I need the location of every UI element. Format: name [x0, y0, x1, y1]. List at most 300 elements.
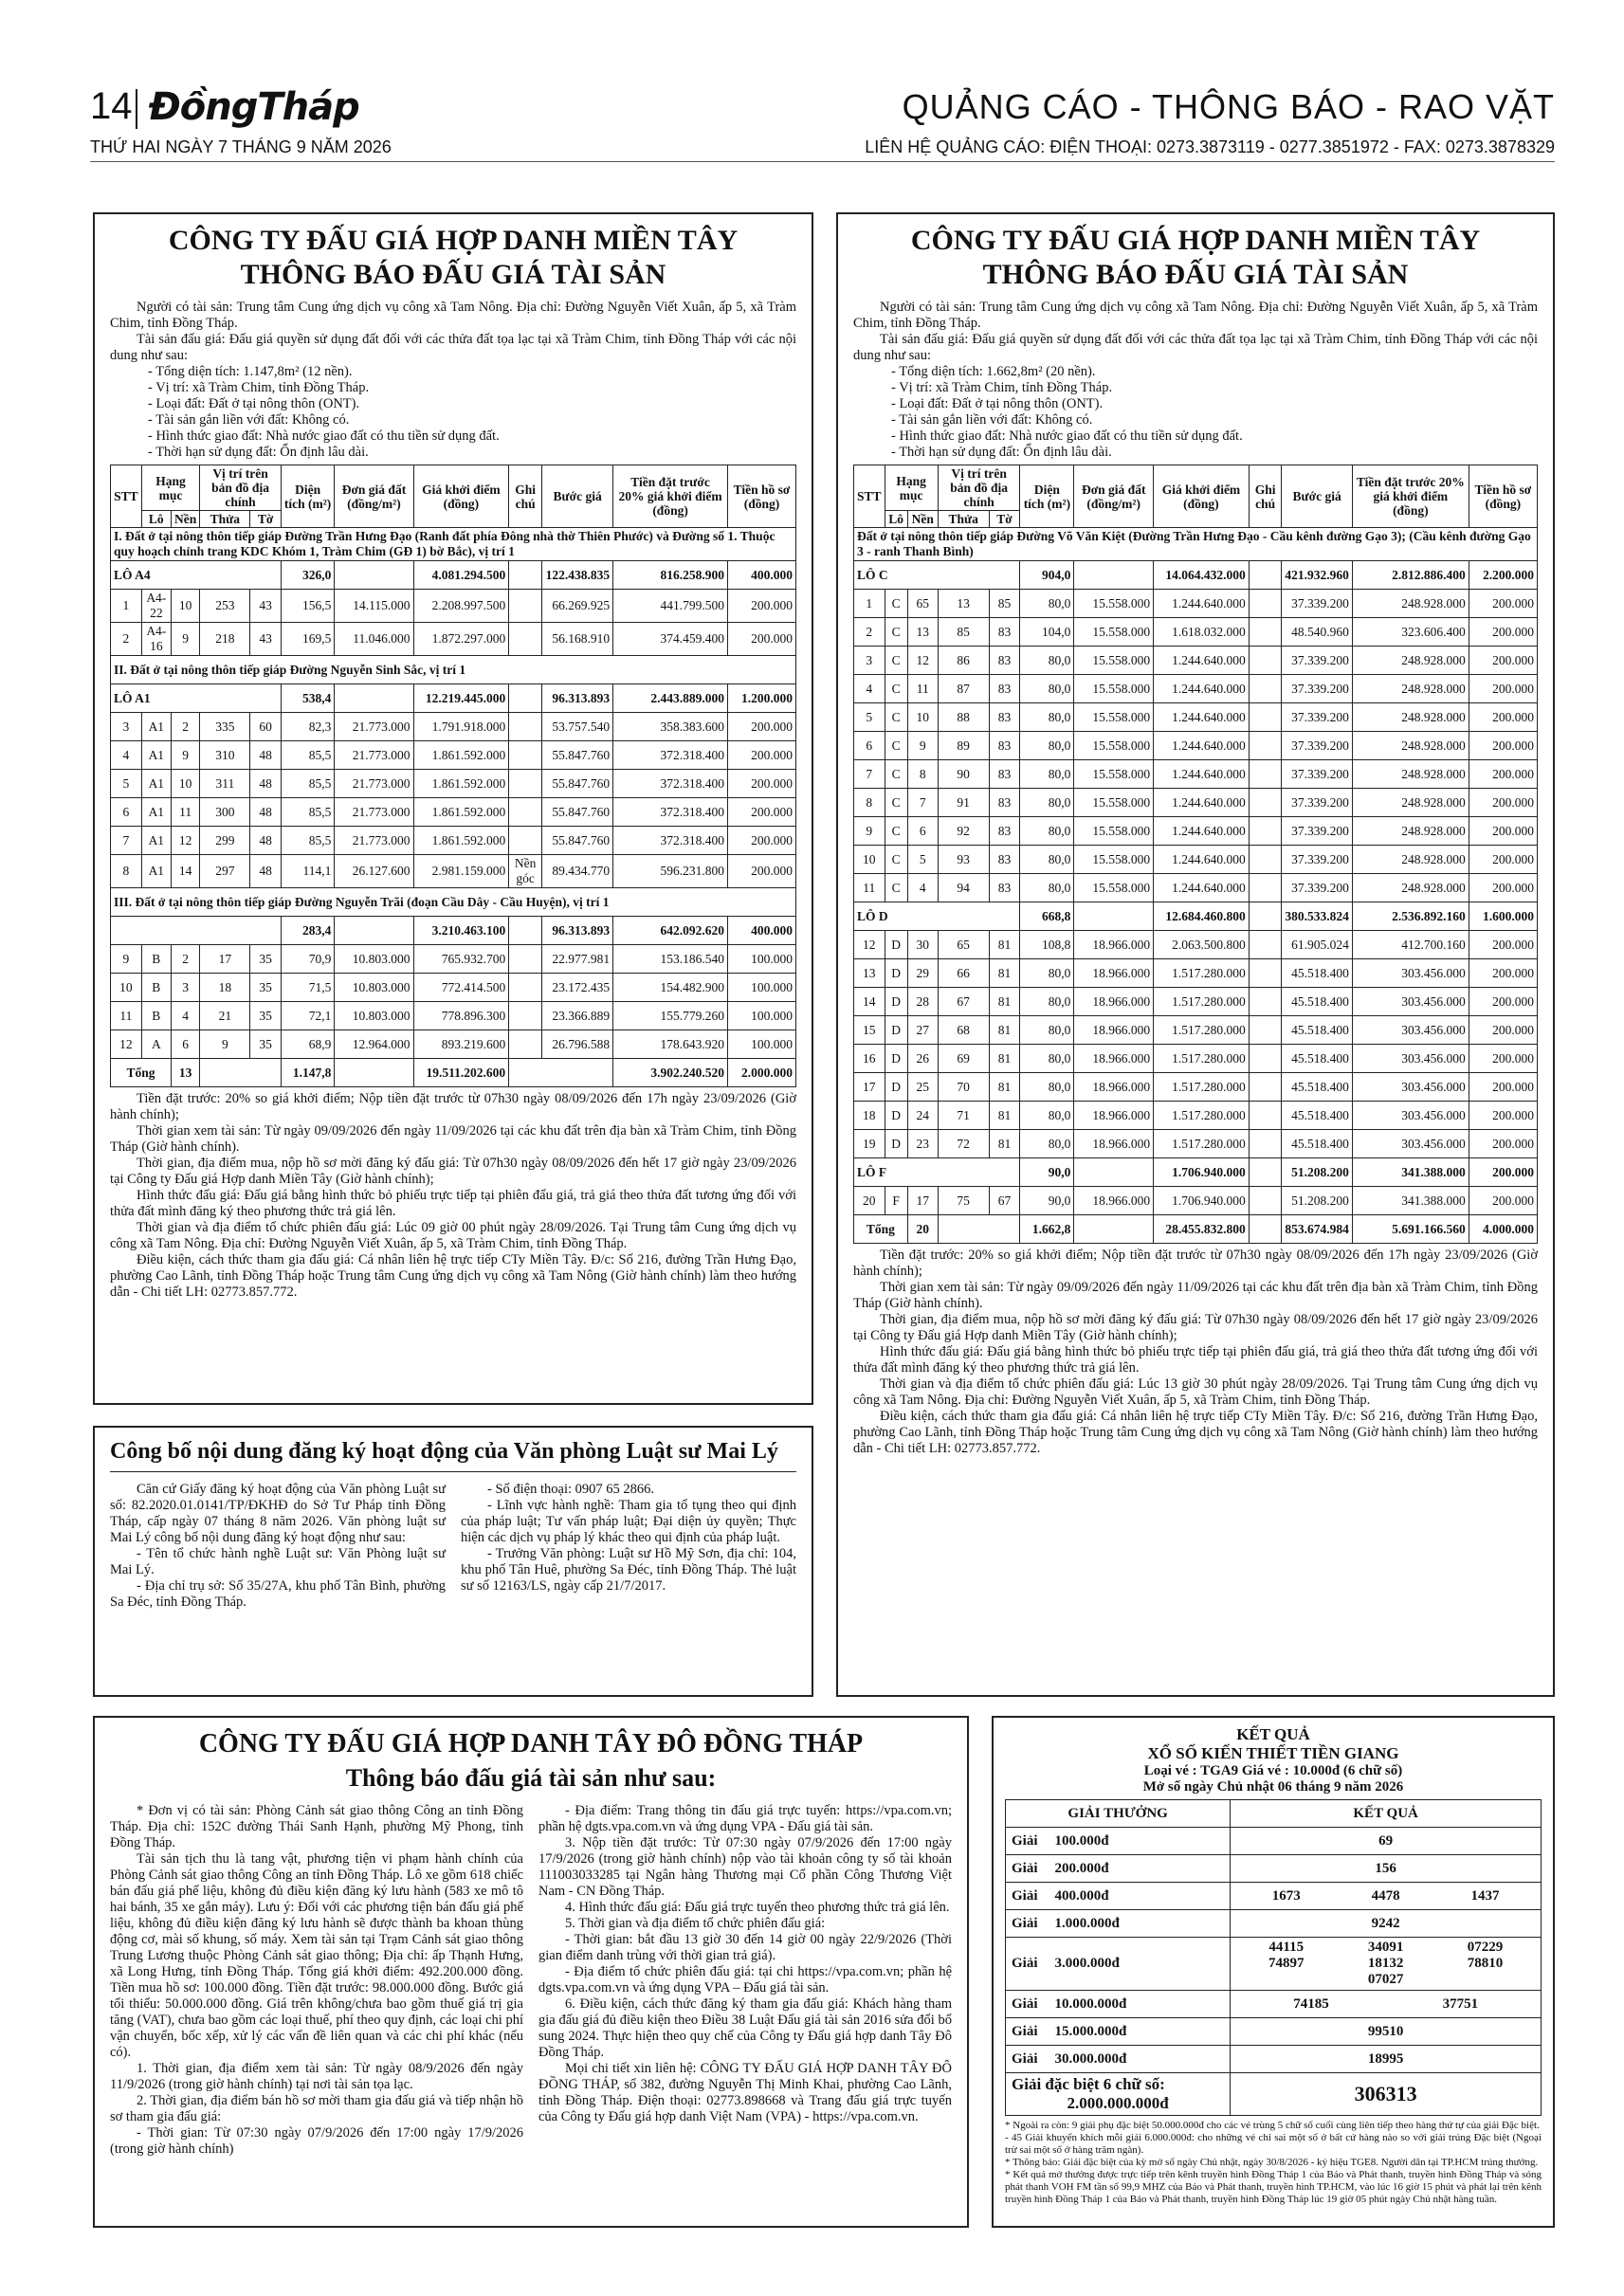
table-cell: 2.812.886.400 [1352, 561, 1469, 590]
page-number: 14 [90, 85, 133, 127]
table-cell: 1.872.297.000 [413, 623, 509, 656]
law-office-paragraph: - Trưởng Văn phòng: Luật sư Hồ Mỹ Sơn, địa chỉ: 104, khu phố Tân Huê, phường Sa Đéc, tỉnh Đồng Tháp. Thẻ luật sư số 12163/LS, ngày cấp 21/7/2017. [461, 1546, 796, 1594]
table-cell: 23 [907, 1130, 938, 1158]
ad-contact-line: LIÊN HỆ QUẢNG CÁO: ĐIỆN THOẠI: 0273.3873119 - 0277.3851972 - FAX: 0273.3878329 [865, 137, 1555, 156]
table-cell: 248.928.000 [1352, 789, 1469, 817]
table-row [854, 675, 1538, 703]
table-cell: 200.000 [728, 855, 796, 888]
table-cell: 297 [200, 855, 250, 888]
table-cell: 200.000 [728, 827, 796, 855]
table-cell: A1 [141, 741, 171, 770]
prize-label [1006, 1883, 1231, 1910]
table-cell: 893.219.600 [413, 1030, 509, 1059]
table-cell [1249, 789, 1282, 817]
table-cell: 80,0 [1020, 590, 1074, 618]
ad3-paragraph: - Thời gian: Từ 07:30 ngày 07/9/2026 đến 17:00 ngày 17/9/2026 (trong giờ hành chính) [110, 2125, 523, 2157]
ad1-terms [110, 1091, 796, 1301]
total-row [111, 1059, 796, 1087]
table-cell: 200.000 [1469, 959, 1537, 988]
table-cell: 108,8 [1020, 931, 1074, 959]
table-cell: 70 [938, 1073, 989, 1102]
lottery-head-prize: GIẢI THƯỞNG [1006, 1800, 1231, 1828]
table-cell: 18.966.000 [1074, 1130, 1154, 1158]
table-cell: 200.000 [1469, 1130, 1537, 1158]
table-cell: 37.339.200 [1282, 789, 1353, 817]
table-cell: 43 [250, 623, 281, 656]
table-cell: 200.000 [1469, 817, 1537, 846]
table-cell: 14.115.000 [335, 590, 413, 623]
table-row [111, 827, 796, 855]
table-cell: 83 [989, 618, 1020, 647]
table-cell: 1.517.280.000 [1154, 1073, 1250, 1102]
law-office-title: Công bố nội dung đăng ký hoạt động của Văn phòng Luật sư Mai Lý [110, 1437, 796, 1472]
prize-numbers [1236, 2024, 1535, 2040]
ad1-asset: Tài sản đấu giá: Đấu giá quyền sử dụng đất đối với các thửa đất tọa lạc tại xã Tràm Chim, tỉnh Đồng Tháp với các nội dung như sau: [110, 332, 796, 363]
masthead-rule [90, 161, 1555, 162]
table-cell [509, 741, 542, 770]
table-cell [1249, 1102, 1282, 1130]
table-cell [509, 590, 542, 623]
table-cell: 90,0 [1020, 1187, 1074, 1215]
table-cell: 358.383.600 [613, 713, 728, 741]
table-cell: 67 [989, 1187, 1020, 1215]
table-cell: 15.558.000 [1074, 874, 1154, 902]
table-cell: 43 [250, 590, 281, 623]
lottery-note: * Thông báo: Giải đặc biệt của kỳ mở số ngày Chủ nhật, ngày 30/8/2026 - ký hiệu TGE8. Người dân tại TP.HCM trúng thưởng. [1005, 2157, 1539, 2168]
table-row [111, 1030, 796, 1059]
law-office-notice [93, 1426, 813, 1697]
table-cell: 81 [989, 1016, 1020, 1045]
table-cell: 81 [989, 931, 1020, 959]
col-to: Tờ [989, 511, 1020, 528]
table-row [854, 846, 1538, 874]
table-cell: 441.799.500 [613, 590, 728, 623]
table-cell: 283,4 [281, 917, 335, 945]
table-cell: 27 [907, 1016, 938, 1045]
table-cell [938, 1215, 1020, 1244]
table-cell: 12 [907, 647, 938, 675]
table-cell: 1.244.640.000 [1154, 732, 1250, 760]
table-cell: 17 [200, 945, 250, 974]
table-cell: 85,5 [281, 770, 335, 798]
col-stt: STT [111, 465, 142, 528]
table-row [111, 974, 796, 1002]
table-cell: 55.847.760 [542, 827, 613, 855]
table-cell: 1.244.640.000 [1154, 789, 1250, 817]
table-cell: C [885, 817, 907, 846]
winning-number: 1673 [1271, 1887, 1301, 1904]
table-cell: 200.000 [1469, 874, 1537, 902]
ad3-paragraph: * Đơn vị có tài sản: Phòng Cảnh sát giao thông Công an tỉnh Đồng Tháp. Địa chỉ: 152C đường Thái Sanh Hạnh, phường Mỹ Phong, tỉnh Đồng Tháp. [110, 1803, 523, 1850]
table-row [854, 1016, 1538, 1045]
table-cell: 85,5 [281, 741, 335, 770]
table-cell [1074, 1158, 1154, 1187]
table-cell: 55.847.760 [542, 798, 613, 827]
table-cell [509, 713, 542, 741]
table-cell: 6 [907, 817, 938, 846]
prize-amount: 400.000đ [1054, 1887, 1109, 1904]
table-cell: 93 [938, 846, 989, 874]
notice-paragraph: Thời gian xem tài sản: Từ ngày 09/09/2026 đến ngày 11/09/2026 tại các khu đất trên địa bàn xã Tràm Chim, tỉnh Đồng Tháp (Giờ hành chính). [110, 1123, 796, 1155]
table-cell: 200.000 [1469, 988, 1537, 1016]
winning-number: 156 [1375, 1860, 1396, 1876]
table-cell: 14.064.432.000 [1154, 561, 1250, 590]
table-cell: C [885, 846, 907, 874]
col-buoc-gia: Bước giá [542, 465, 613, 528]
table-cell: 9 [171, 741, 199, 770]
table-cell: 15 [854, 1016, 885, 1045]
col-tien-ho-so: Tiền hồ sơ (đồng) [728, 465, 796, 528]
prize-label [1006, 2046, 1231, 2073]
table-cell: 80,0 [1020, 988, 1074, 1016]
table-cell: 90,0 [1020, 1158, 1074, 1187]
lot-subtotal-row [854, 902, 1538, 931]
table-cell: 21.773.000 [335, 713, 413, 741]
table-cell: 2 [111, 623, 142, 656]
table-cell: 642.092.620 [613, 917, 728, 945]
prize-numbers [1236, 1996, 1535, 2013]
table-cell: 303.456.000 [1352, 1016, 1469, 1045]
table-cell [1074, 1215, 1154, 1244]
table-cell: 372.318.400 [613, 798, 728, 827]
prize-row [1006, 2018, 1542, 2046]
table-cell [509, 974, 542, 1002]
table-cell: Tổng [854, 1215, 908, 1244]
table-cell: 904,0 [1020, 561, 1074, 590]
table-cell: 400.000 [728, 917, 796, 945]
table-cell: B [141, 974, 171, 1002]
table-cell: 89.434.770 [542, 855, 613, 888]
ad2-heading: THÔNG BÁO ĐẤU GIÁ TÀI SẢN [982, 259, 1409, 290]
table-cell: 3.902.240.520 [613, 1059, 728, 1087]
table-row [111, 713, 796, 741]
table-cell: 37.339.200 [1282, 817, 1353, 846]
table-cell: C [885, 874, 907, 902]
table-cell: 372.318.400 [613, 741, 728, 770]
table-cell: 1.517.280.000 [1154, 1045, 1250, 1073]
table-cell [1249, 1016, 1282, 1045]
table-cell: 303.456.000 [1352, 1045, 1469, 1073]
auction-notice-1 [93, 212, 813, 1405]
col-gia-khoi-diem: Giá khởi điểm (đồng) [413, 465, 509, 528]
table-cell: 86 [938, 647, 989, 675]
ad3-paragraph: Tài sản tịch thu là tang vật, phương tiện vi phạm hành chính của Phòng Cảnh sát giao thông Công an tỉnh Đồng Tháp. Lô xe gồm 618 chiếc bán đấu giá phế liệu, không đủ điều kiện đăng ký lưu hành (583 xe mô tô hai bánh, 35 xe gắn máy). Lưu ý: Đối với các phương tiện bán đấu giá phế liệu, không đủ điều kiện đăng ký lưu hành sẽ được thành ba khoan thùng động cơ, mài số khung, số máy. Xem tài sản tại Trạm Cảnh sát giao thông Trung Lương thuộc Phòng Cảnh sát giao thông; Địa chỉ: ấp Thạnh Hưng, xã Long Hưng, tỉnh Đồng Tháp. Tổng giá khởi điểm: 492.200.000 đồng. Tiền mua hồ sơ: 100.000 đồng. Tiền đặt trước: 98.000.000 đồng. Bước giá tối thiểu: 50.000.000 đồng. Giá trên không/chưa bao gồm thuế giá trị gia tăng (VAT), chưa bao gồm các loại thuế, phí theo quy định, các loại chi phí vận chuyển, bốc xếp, xử lý các vấn đề liên quan và các chi phí khác (nếu có). [110, 1851, 523, 2060]
table-cell: 15.558.000 [1074, 789, 1154, 817]
table-cell: 10 [111, 974, 142, 1002]
table-cell: 200.000 [728, 713, 796, 741]
table-cell: 80,0 [1020, 647, 1074, 675]
table-cell: 83 [989, 675, 1020, 703]
table-cell: 12.964.000 [335, 1030, 413, 1059]
prize-amount: 10.000.000đ [1054, 1995, 1127, 2012]
table-cell: 200.000 [1469, 647, 1537, 675]
table-cell: 87 [938, 675, 989, 703]
table-cell: 200.000 [1469, 931, 1537, 959]
prize-row [1006, 1910, 1542, 1938]
table-cell: 19.511.202.600 [413, 1059, 509, 1087]
table-cell: 765.932.700 [413, 945, 509, 974]
table-row [854, 931, 1538, 959]
table-cell: 85,5 [281, 827, 335, 855]
table-cell: C [885, 590, 907, 618]
table-cell: 10 [171, 590, 199, 623]
table-cell: 200.000 [1469, 1158, 1537, 1187]
table-cell [1249, 760, 1282, 789]
table-cell: 1.517.280.000 [1154, 1130, 1250, 1158]
law-office-paragraph: - Lĩnh vực hành nghề: Tham gia tố tụng theo qui định của pháp luật; Tư vấn pháp luật; Đại diện ủy quyền; Thực hiện các dịch vụ pháp lý khác theo qui định của pháp luật. [461, 1498, 796, 1545]
table-cell: 17 [907, 1187, 938, 1215]
table-cell: 45.518.400 [1282, 1073, 1353, 1102]
table-cell: 14 [171, 855, 199, 888]
table-cell: 248.928.000 [1352, 590, 1469, 618]
table-cell: 341.388.000 [1352, 1158, 1469, 1187]
table-cell: 26.796.588 [542, 1030, 613, 1059]
table-cell: 15.558.000 [1074, 647, 1154, 675]
prize-amount: 15.000.000đ [1054, 2023, 1127, 2039]
table-cell: II. Đất ở tại nông thôn tiếp giáp Đường Nguyễn Sinh Sắc, vị trí 1 [111, 656, 796, 684]
winning-number: 69 [1378, 1832, 1394, 1849]
table-cell [509, 917, 542, 945]
asset-list-item: - Vị trí: xã Tràm Chim, tỉnh Đồng Tháp. [891, 380, 1113, 395]
prize-numbers [1236, 1916, 1535, 1932]
table-cell: 2 [854, 618, 885, 647]
winning-number: 78810 [1467, 1956, 1504, 1971]
col-tien-dat-truoc: Tiền đặt trước 20% giá khởi điểm (đồng) [1352, 465, 1469, 528]
table-cell: 15.558.000 [1074, 817, 1154, 846]
col-to: Tờ [250, 511, 281, 528]
table-cell: 89 [938, 732, 989, 760]
table-cell: 122.438.835 [542, 561, 613, 590]
table-cell [509, 623, 542, 656]
table-cell: 155.779.260 [613, 1002, 728, 1030]
special-prize-number: 306313 [1231, 2073, 1542, 2116]
table-cell: 22.977.981 [542, 945, 613, 974]
table-cell: 1.600.000 [1469, 902, 1537, 931]
ad1-heading: THÔNG BÁO ĐẤU GIÁ TÀI SẢN [240, 259, 666, 290]
lot-subtotal-row [111, 561, 796, 590]
table-cell: 45.518.400 [1282, 1045, 1353, 1073]
table-cell: 21.773.000 [335, 798, 413, 827]
table-cell: 12 [854, 931, 885, 959]
table-cell: 15.558.000 [1074, 675, 1154, 703]
asset-list-item: - Tổng diện tích: 1.662,8m² (20 nền). [891, 364, 1096, 379]
table-cell: 56.168.910 [542, 623, 613, 656]
table-row [111, 590, 796, 623]
table-cell: F [885, 1187, 907, 1215]
table-cell: 65 [938, 931, 989, 959]
table-cell: 82,3 [281, 713, 335, 741]
prize-label [1006, 1991, 1231, 2018]
ad3-paragraph: 5. Thời gian và địa điểm tổ chức phiên đấu giá: [565, 1916, 826, 1931]
table-cell: LÔ A4 [111, 561, 282, 590]
table-row [854, 874, 1538, 902]
table-cell: 1.861.592.000 [413, 798, 509, 827]
table-cell: 1.618.032.000 [1154, 618, 1250, 647]
table-cell: 83 [989, 874, 1020, 902]
table-cell: 200.000 [728, 741, 796, 770]
table-cell: 9 [854, 817, 885, 846]
notice-paragraph: Thời gian, địa điểm mua, nộp hồ sơ mời đăng ký đấu giá: Từ 07h30 ngày 08/09/2026 đến hết 17 giờ ngày 23/09/2026 tại Công ty Đấu giá Hợp danh Miền Tây (Giờ hành chính); [110, 1156, 796, 1187]
table-cell: 6 [854, 732, 885, 760]
table-cell: 9 [111, 945, 142, 974]
table-cell: 4.081.294.500 [413, 561, 509, 590]
prize-numbers [1236, 1940, 1535, 1988]
table-cell: 85,5 [281, 798, 335, 827]
table-cell: A [141, 1030, 171, 1059]
asset-list-item: - Thời hạn sử dụng đất: Ổn định lâu dài. [891, 445, 1112, 460]
table-cell: 18 [854, 1102, 885, 1130]
prize-word: Giải [1012, 1860, 1038, 1876]
table-cell: 248.928.000 [1352, 817, 1469, 846]
notice-paragraph: Thời gian, địa điểm mua, nộp hồ sơ mời đăng ký đấu giá: Từ 07h30 ngày 08/09/2026 đến hết 17 giờ ngày 23/09/2026 tại Công ty Đấu giá Hợp danh Miền Tây (Giờ hành chính); [853, 1312, 1538, 1343]
table-cell: 80,0 [1020, 789, 1074, 817]
table-cell: 15.558.000 [1074, 732, 1154, 760]
prize-row [1006, 1991, 1542, 2018]
table-cell: 13 [907, 618, 938, 647]
table-cell: 5 [854, 703, 885, 732]
auction-notice-2 [836, 212, 1555, 1697]
table-cell [1074, 902, 1154, 931]
table-cell: 200.000 [1469, 618, 1537, 647]
table-cell: 538,4 [281, 684, 335, 713]
table-cell: 2.200.000 [1469, 561, 1537, 590]
table-cell: Tổng [111, 1059, 172, 1087]
table-cell: 45.518.400 [1282, 1102, 1353, 1130]
table-cell: 303.456.000 [1352, 1073, 1469, 1102]
winning-number: 18132 [1367, 1956, 1404, 1971]
table-row [854, 647, 1538, 675]
table-cell: 3 [171, 974, 199, 1002]
col-thua: Thửa [938, 511, 989, 528]
table-cell: 326,0 [281, 561, 335, 590]
table-cell: 816.258.900 [613, 561, 728, 590]
table-cell: 12 [111, 1030, 142, 1059]
table-cell: 20 [907, 1215, 938, 1244]
table-cell: 9 [907, 732, 938, 760]
table-cell: 85 [989, 590, 1020, 618]
table-cell: 303.456.000 [1352, 959, 1469, 988]
table-cell: 10 [854, 846, 885, 874]
table-row [854, 590, 1538, 618]
table-cell: 48 [250, 770, 281, 798]
group-title-row [111, 888, 796, 917]
ad3-paragraph: - Thời gian: bắt đầu 13 giờ 30 đến 14 giờ 00 ngày 22/9/2026 (Thời gian điểm danh trùng với thời gian trả giá). [538, 1932, 952, 1963]
table-cell: 11 [907, 675, 938, 703]
table-cell: C [885, 675, 907, 703]
table-cell: 12 [171, 827, 199, 855]
notice-paragraph: Thời gian xem tài sản: Từ ngày 09/09/2026 đến ngày 11/09/2026 tại các khu đất trên địa bàn xã Tràm Chim, tỉnh Đồng Tháp (Giờ hành chính). [853, 1280, 1538, 1311]
notice-paragraph: Tiền đặt trước: 20% so giá khởi điểm; Nộp tiền đặt trước từ 07h30 ngày 08/09/2026 đến 17h ngày 23/09/2026 (Giờ hành chính); [853, 1248, 1538, 1279]
table-cell: 53.757.540 [542, 713, 613, 741]
table-cell: D [885, 1073, 907, 1102]
table-cell: 10.803.000 [335, 974, 413, 1002]
lottery-table [1005, 1799, 1542, 2116]
table-cell: 421.932.960 [1282, 561, 1353, 590]
asset-list-item: - Loại đất: Đất ở tại nông thôn (ONT). [891, 396, 1104, 411]
table-cell: 30 [907, 931, 938, 959]
table-cell: 26.127.600 [335, 855, 413, 888]
table-cell: 18.966.000 [1074, 1102, 1154, 1130]
table-cell: 71 [938, 1102, 989, 1130]
table-cell: 1.244.640.000 [1154, 675, 1250, 703]
table-cell [1249, 618, 1282, 647]
table-cell: 1.861.592.000 [413, 770, 509, 798]
winning-number: 9242 [1371, 1915, 1400, 1931]
table-cell: 80,0 [1020, 1102, 1074, 1130]
table-row [111, 741, 796, 770]
table-cell [509, 770, 542, 798]
prize-label [1006, 1938, 1231, 1991]
asset-list-item: - Vị trí: xã Tràm Chim, tỉnh Đồng Tháp. [148, 380, 370, 395]
table-cell: 5 [907, 846, 938, 874]
table-cell: 20 [854, 1187, 885, 1215]
table-row [111, 798, 796, 827]
lottery-note: - 45 Giải khuyến khích mỗi giải 6.000.000đ: cho những vé chỉ sai một số ở bất cứ hàng nào so với giải trúng Đặc biệt (Ngoại trừ sai một số ở hàng trăm ngàn). [1005, 2132, 1542, 2156]
table-cell: 169,5 [281, 623, 335, 656]
table-cell: 29 [907, 959, 938, 988]
prize-row [1006, 2046, 1542, 2073]
ad3-company: CÔNG TY ĐẤU GIÁ HỢP DANH TÂY ĐÔ ĐỒNG THÁP [198, 1729, 864, 1758]
prize-result [1231, 2018, 1542, 2046]
table-cell: 23.172.435 [542, 974, 613, 1002]
table-cell: C [885, 789, 907, 817]
table-cell: D [885, 931, 907, 959]
table-cell: 1.244.640.000 [1154, 874, 1250, 902]
table-cell: 1.791.918.000 [413, 713, 509, 741]
table-cell: 28 [907, 988, 938, 1016]
table-cell: 7 [907, 789, 938, 817]
notice-paragraph: Điều kiện, cách thức tham gia đấu giá: Cá nhân liên hệ trực tiếp CTy Miền Tây. Đ/c: Số 216, đường Trần Hưng Đạo, phường Cao Lãnh, tỉnh Đồng Tháp hoặc Trung tâm Cung ứng dịch vụ công xã Tam Nông (Giờ hành chính) làm theo hướng dẫn - Chi tiết LH: 02773.857.772. [110, 1252, 796, 1300]
prize-numbers [1236, 1861, 1535, 1877]
prize-row [1006, 1938, 1542, 1991]
table-cell: 48 [250, 855, 281, 888]
table-cell [1249, 732, 1282, 760]
table-row [854, 817, 1538, 846]
table-cell [1249, 1187, 1282, 1215]
table-cell: 80,0 [1020, 760, 1074, 789]
table-cell: 1.517.280.000 [1154, 1102, 1250, 1130]
table-cell: 153.186.540 [613, 945, 728, 974]
col-gia-khoi-diem: Giá khởi điểm (đồng) [1154, 465, 1250, 528]
col-dien-tich: Diện tích (m²) [281, 465, 335, 528]
table-cell: 4.000.000 [1469, 1215, 1537, 1244]
table-cell: 341.388.000 [1352, 1187, 1469, 1215]
table-cell [1249, 959, 1282, 988]
table-cell: 60 [250, 713, 281, 741]
table-row [854, 732, 1538, 760]
table-cell: 2 [171, 713, 199, 741]
prize-amount: 100.000đ [1054, 1832, 1109, 1849]
table-cell: 1.662,8 [1020, 1215, 1074, 1244]
table-cell: 1.706.940.000 [1154, 1187, 1250, 1215]
table-cell: 1.244.640.000 [1154, 590, 1250, 618]
lottery-note: * Kết quả mở thưởng được trực tiếp trên kênh truyền hình Đồng Tháp 1 của Báo và Phát thanh, truyền hình Đồng Tháp và sóng phát thanh VOH FM tần số 99,9 MHZ của Báo và Phát thanh, truyền hình TP.HCM, vào lúc 16 giờ 15 phút và phát lại trên kênh truyền hình Đồng Tháp 1 của Báo và Phát thanh, truyền hình Đồng Tháp lúc 19 giờ 05 phút ngày Chủ nhật hàng tuần. [1005, 2169, 1542, 2205]
table-row [111, 623, 796, 656]
table-cell: 9 [200, 1030, 250, 1059]
table-cell [1249, 1045, 1282, 1073]
table-cell: 18.966.000 [1074, 1045, 1154, 1073]
table-cell: 37.339.200 [1282, 760, 1353, 789]
table-cell [1249, 1215, 1282, 1244]
table-cell: 37.339.200 [1282, 675, 1353, 703]
table-cell: 3.210.463.100 [413, 917, 509, 945]
table-cell: A1 [141, 770, 171, 798]
table-cell: 200.000 [1469, 789, 1537, 817]
table-row [854, 1102, 1538, 1130]
lottery-company: XỔ SỐ KIẾN THIẾT TIỀN GIANG [1147, 1744, 1399, 1762]
table-cell: 45.518.400 [1282, 959, 1353, 988]
table-cell: 18.966.000 [1074, 1016, 1154, 1045]
